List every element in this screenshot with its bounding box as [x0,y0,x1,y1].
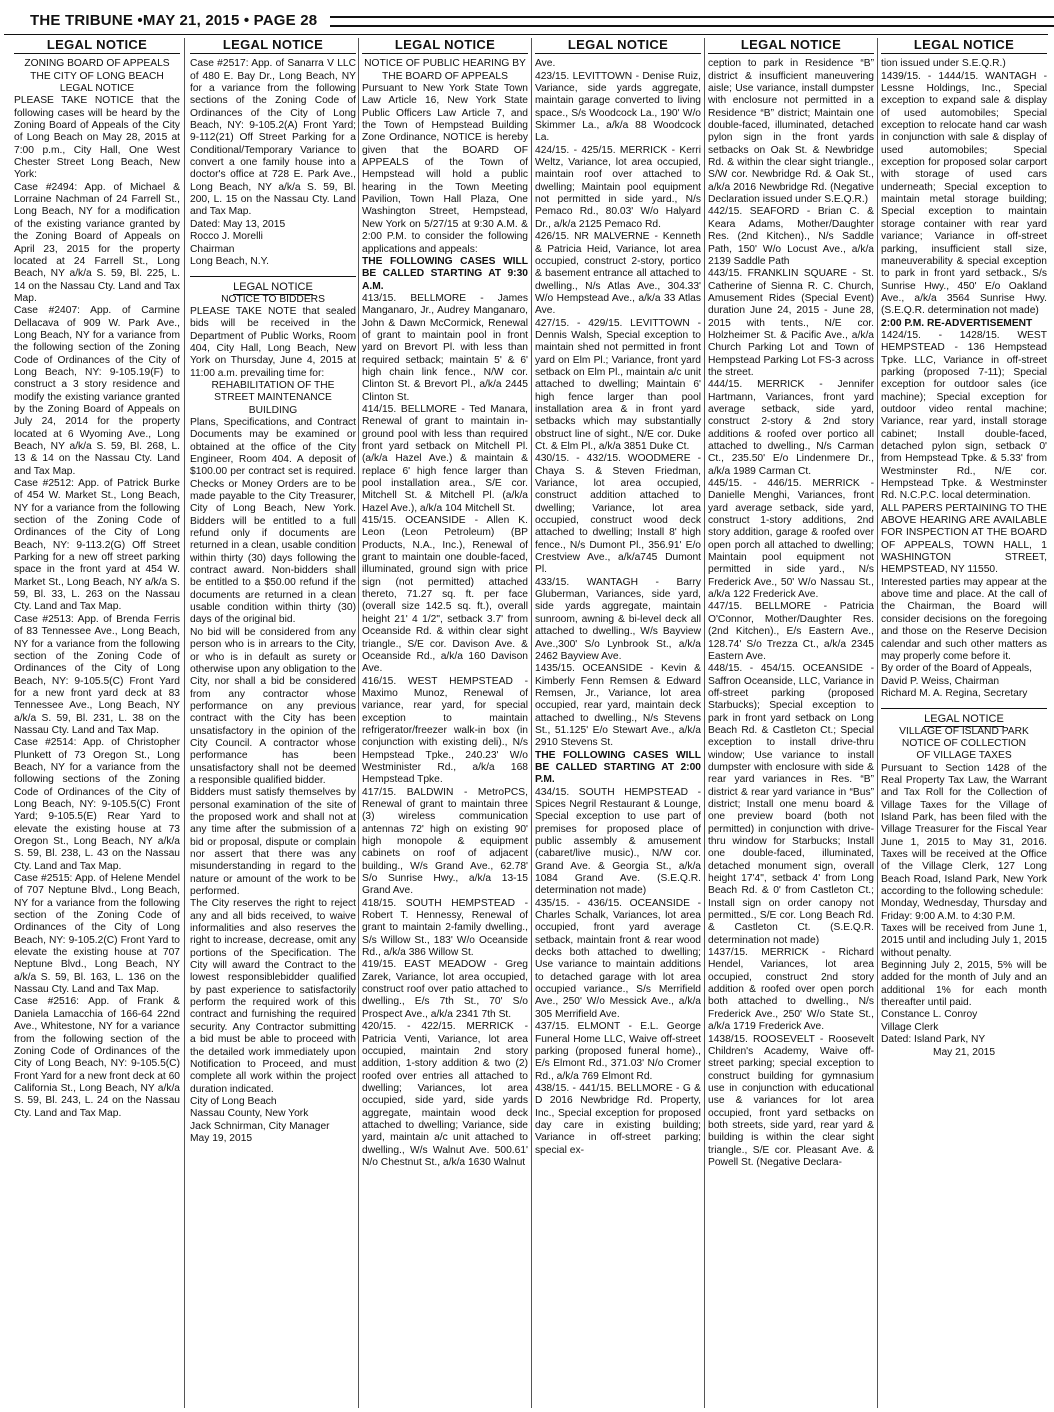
column-divider [704,38,705,1408]
notice-column-2 [190,38,356,1408]
notice-paragraph: 417/15. BALDWIN - MetroPCS, Renewal of grant to maintain three (3) wireless communication antennas 72' high on existing 90' high monopole & equipment cabinets on roof of adjacent building., W/s Grand Ave., 62.78' S/o Sunrise Hwy., a/k/a 13-15 Grand Ave. [362,786,528,897]
notice-paragraph: PLEASE TAKE NOTE that sealed bids will be received in the Department of Public Works, Room 404, City Hall, Long Beach, New York on Thursday, June 4, 2015 at 11:00 a.m. prevailing time for: [190,305,356,379]
notice-paragraph: Jack Schnirman, City Manager [190,1120,330,1132]
notice-heading: THE CITY OF LONG BEACH [30,70,164,82]
notice-paragraph: Case #2494: App. of Michael & Lorraine Nachman of 24 Farrell St., Long Beach, NY for a modification of the existing variance granted by the Zoning Board of Appeals on April 23, 2015 for the property located at 24 Farrell St., Long Beach, NY a/k/a S. 59, Bl. 225, L. 14 on the Nassau Cty. Land and Tax Map. [14,181,180,304]
notice-paragraph: City of Long Beach [190,1095,277,1107]
notice-paragraph: 447/15. BELLMORE - Patricia O'Connor, Mother/Daughter Res. (2nd Kitchen)., E/s Eastern Ave., 128.74' S/o Trezza Ct., a/k/a 2345 Eastern Ave. [708,601,874,662]
top-divider [4,34,1048,35]
legal-notice-header: LEGAL NOTICE [708,38,874,54]
notice-paragraph: Case #2513: App. of Brenda Ferris of 83 Tennessee Ave., Long Beach, NY for a variance from the following section of the Zoning Code of Ordinances of the City of Long Beach, NY: 9-105.5(C) Front Yard for a new front yard deck at 83 Tennessee Ave., Long Beach, NY a/k/a S. 59, Bl. 231, L. 38 on the Nassau Cty. Land and Tax Map. [14,613,180,736]
notice-paragraph: PLEASE TAKE NOTICE that the following cases will be heard by the Zoning Board of Appeals of the City of Long Beach on May 28, 2015 at 7:00 p.m., City Hall, One West Chester Street Long Beach, New York: [14,95,180,181]
schedule-heading: THE FOLLOWING CASES WILL BE CALLED STARTING AT 2:00 P.M. [535,749,701,786]
notice-paragraph: By order of the Board of Appeals, [881,663,1032,675]
notice-column-5 [708,38,874,1408]
notice-paragraph: Plans, Specifications, and Contract Documents may be examined or obtained at the office of the City Engineer, Room 404. A deposit of $100.00 per contract set is required. Checks or Money Orders are to be made payable to the City Treasurer, City of Long Beach, New York. Bidders will be entitled to a full refund only if documents are returned in a clean, usable condition within thirty (30) days following the contract award. Non-bidders shall be entitled to a $50.00 refund if the documents are returned in a clean usable condition within thirty (30) days of the original bid. [190,416,356,626]
column-divider [358,38,359,1408]
notice-heading: LEGAL NOTICE [59,83,135,95]
notice-heading: NOTICE OF COLLECTION [901,737,1027,749]
notice-paragraph: 1439/15. - 1444/15. WANTAGH - Lessne Holdings, Inc., Special exception to expand sale & display of used automobiles; Special exception to relocate hand car wash in conjunction with sale & display of used automobiles; Special exception for proposed solar carport with storage of used cars underneath; Special exception to maintain metal storage building; Special exception to maintain storage container with rear yard variance; Variance in off-street parking, insufficient stall size, maneuverability & special exception to park in front yard setback., S/s Sunrise Hwy., 450' E/o Oakland Ave., a/k/a 3564 Sunrise Hwy. (S.E.Q.R. determination not made) [881,70,1047,317]
notice-paragraph: May 19, 2015 [190,1132,253,1144]
notice-paragraph: 434/15. SOUTH HEMPSTEAD - Spices Negril Restaurant & Lounge, Special exception to use part of premises for proposed place of public assembly & amusement (cabaret/live music)., N/W cor. Grand Ave. & Georgia St., a/k/a 1084 Grand Ave. (S.E.Q.R. determination not made) [535,786,701,897]
notice-paragraph: Bidders must satisfy themselves by personal examination of the site of the proposed work and shall not at any time after the submission of a bid or proposal, dispute or complain nor assert that there was any misunderstanding in regard to the nature or amount of the work to be performed. [190,787,356,898]
notice-paragraph: Case #2517: App. of Sanarra V LLC of 480 E. Bay Dr., Long Beach, NY for a variance from the following sections of the Zoning Code of Ordinances of the City of Long Beach, NY: 9-105.2(A) Front Yard; 9-112(21) Off Street Parking for a Conditional/Temporary Variance to convert a one family house into a doctor's office at 728 E. Park Ave., Long Beach, NY a/k/a S. 59, Bl. 200, L. 15 on the Nassau Cty. Land and Tax Map. [190,58,356,218]
legal-notice-header: LEGAL NOTICE [881,38,1047,54]
notice-paragraph: 1438/15. ROOSEVELT - Roosevelt Children's Academy, Waive off-street parking; special exception to construct building for gymnasium use in conjunction with educational use & variances for lot area occupied, front yard setbacks on both streets, side yard, rear yard & building is within the clear sight triangle., S/E cor. Pleasant Ave. & Powell St. (Negative Declara- [708,1033,874,1168]
notice-paragraph: The City reserves the right to reject any and all bids received, to waive informalities and also reserves the right to increase, decrease, omit any portions of the Specification. The City will award the Contract to the lowest responsiblebidder qualified by past experience to satisfactorily perform the required work of this contract and furnishing the required security. Any Contractor submitting a bid must be able to proceed with the detailed work immediately upon Notification to Proceed, and must complete all work within the project duration indicated. [190,898,356,1095]
notice-heading: OF VILLAGE TAXES [916,750,1012,762]
column-divider [877,38,878,1408]
notice-paragraph: ALL PAPERS PERTAINING TO THE ABOVE HEARING ARE AVAILABLE FOR INSPECTION AT THE BOARD OF APPEALS, TOWN HALL, 1 WASHINGTON STREET, HEMPSTEAD, NY 11550. [881,502,1047,576]
notice-paragraph: 443/15. FRANKLIN SQUARE - St. Catherine of Sienna R. C. Church, Amusement Rides (Special Event) duration June 24, 2015 - June 28, 2015 with tents., N/E cor. Holzheimer St. & Pacific Ave., a/k/a Church Parking Lot and Town of Hempstead Parking Lot FS-3 across the street. [708,268,874,378]
notice-paragraph: 426/15. NR MALVERNE - Kenneth & Patricia Heid, Variance, lot area occupied, construct 2-story, portico & basement entrance all attached to dwelling., N/s Atlas Ave., 304.33' W/o Hempstead Ave., a/k/a 33 Atlas Ave. [535,231,701,317]
notice-paragraph: 420/15. - 422/15. MERRICK - Patricia Venti, Variance, lot area occupied, maintain 2nd story addition, 1-story addition & two (2) roofed over entries all attached to dwelling; Variances, lot area occupied, side yard, side yards aggregate, maintain wood deck attached to dwelling; Variance, side yard, maintain a/c unit attached to dwelling., W/s Walnut Ave. 500.61' N/o Chestnut St., a/k/a 1630 Walnut [362,1021,528,1168]
notice-paragraph: Beginning July 2, 2015, 5% will be added for the month of July and an additional 1% for each month thereafter until paid. [881,960,1047,1009]
notice-paragraph: tion issued under S.E.Q.R.) [881,58,1006,70]
masthead-title: THE TRIBUNE •MAY 21, 2015 • PAGE 28 [30,12,318,29]
legal-notice-header: LEGAL NOTICE [535,38,701,54]
notice-paragraph: Nassau County, New York [190,1108,309,1120]
notice-paragraph: ception to park in Residence “B” district & insufficient maneuvering aisle; Use variance, install dumpster with enclosure not permitted in a Residence “B” district; Maintain one double-faced, illuminated, detached pylon sign in the front yards setbacks on Oak St. & Newbridge Rd. & within the clear sight triangle., S/W cor. Newbridge Rd. & Oak St., a/k/a 2016 Newbridge Rd. (Negative Declaration issued under S.E.Q.R.) [708,58,874,206]
notice-heading: REHABILITATION OF THE STREET MAINTENANCE BUILDING [211,379,335,416]
schedule-heading: 2:00 P.M. RE-ADVERTISEMENT [881,317,1033,329]
notice-column-6 [881,38,1047,1408]
notice-paragraph: Dated: Island Park, NY [881,1034,986,1046]
notice-paragraph: Constance L. Conroy [881,1009,978,1021]
notice-paragraph: Village Clerk [881,1021,939,1033]
notice-heading: NOTICE OF PUBLIC HEARING BY THE BOARD OF APPEALS [364,58,526,82]
notice-paragraph: 433/15. WANTAGH - Barry Gluberman, Variances, side yard, side yards aggregate, maintain sunroom, awning & bi-level deck all attached to dwelling., W/s Bayview Ave.,300' S/o Lynbrook St., a/k/a 2462 Bayview Ave. [535,576,701,662]
notice-paragraph: Richard M. A. Regina, Secretary [881,687,1028,699]
schedule-heading: THE FOLLOWING CASES WILL BE CALLED STARTING AT 9:30 A.M. [362,255,528,292]
notice-paragraph: Rocco J. Morelli [190,231,263,243]
notice-paragraph: Monday, Wednesday, Thursday and Friday: 9:00 A.M. to 4:30 P.M. [881,898,1047,922]
legal-notice-subheader [190,276,356,293]
notice-paragraph: 416/15. WEST HEMPSTEAD - Maximo Munoz, Renewal of variance, rear yard, for special exception to maintain refrigerator/freezer walk-in box (in conjunction with existing deli)., N/s Hempstead Tpke., 240.23' W/o Westminister Rd., a/k/a 168 Hempstead Tpke. [362,675,528,786]
masthead-rule [330,16,1054,27]
notice-paragraph: Chairman [190,243,235,255]
notice-paragraph: Taxes will be received from June 1, 2015 until and including July 1, 2015 without penalty. [881,923,1047,959]
notice-heading: NOTICE TO BIDDERS [221,293,325,305]
notice-paragraph: 419/15. EAST MEADOW - Greg Zarek, Variance, lot area occupied, construct roof over patio attached to dwelling., E/s 7th St., 70' S/o Prospect Ave., a/k/a 2341 7th St. [362,959,528,1020]
notice-paragraph: Pursuant to Section 1428 of the Real Property Tax Law, the Warrant and Tax Roll for the Collection of Village Taxes for the Village of Island Park, has been filed with the Village Treasurer for the Fiscal Year June 1, 2015 to May 31, 2016. Taxes will be received at the Office of the Village Clerk, 127 Long Beach Road, Island Park, New York according to the following schedule: [881,762,1047,898]
legal-notice-columns [6,38,1048,1408]
notice-column-4 [535,38,701,1408]
notice-paragraph: 438/15. - 441/15. BELLMORE - G & D 2016 Newbridge Rd. Property, Inc., Special exception for proposed day care in existing building; Variance in off-street parking; special ex- [535,1082,701,1156]
column-divider [184,38,185,1408]
legal-notice-subheader [881,708,1047,725]
notice-paragraph: 1437/15. MERRICK - Richard Hendel, Variances, lot area occupied, construct 2nd story addition & roofed over open porch both attached to dwelling., N/s Frederick Ave., 250' W/o State St., a/k/a 1719 Frederick Ave. [708,947,874,1033]
notice-heading: ZONING BOARD OF APPEALS [24,58,170,70]
notice-paragraph: Interested parties may appear at the above time and place. At the call of the Chairman, the Board will consider decisions on the foregoing and those on the Reserve Decision calendar and such other matters as may properly come before it. [881,576,1047,662]
notice-paragraph: 423/15. LEVITTOWN - Denise Ruiz, Variance, side yards aggregate, maintain garage converted to living space., S/s Woodcock La., 190' W/o Skimmer La., a/k/a 88 Woodcock La. [535,70,701,144]
notice-paragraph: Long Beach, N.Y. [190,255,270,267]
column-divider [531,38,532,1408]
notice-paragraph: Case #2512: App. of Patrick Burke of 454 W. Market St., Long Beach, NY for a variance from the following section of the Zoning Code of Ordinances of the City of Long Beach, NY: 9-113.2(G) Off Street Parking for a new off street parking space in the front yard at 454 W. Market St., Long Beach, NY a/k/a S. 59, Bl. 33, L. 263 on the Nassau Cty. Land and Tax Map. [14,478,180,613]
legal-notice-header: LEGAL NOTICE [14,38,180,54]
notice-paragraph: 414/15. BELLMORE - Ted Manara, Renewal of grant to maintain in-ground pool with less than required front yard setback on Mitchell Pl. (a/k/a Hazel Ave.) & maintain & replace 6' high fence larger than pool installation area., S/E cor. Mitchell St. & Mitchell Pl. (a/k/a Hazel Ave.), a/k/a 104 Mitchell St. [362,403,528,514]
notice-paragraph: Case #2407: App. of Carmine Dellacava of 909 W. Park Ave., Long Beach, NY for a variance from the following section of the Zoning Code of Ordinances of the City of Long Beach, NY: 9-105.19(F) to construct a 3 story residence and modify the existing variance granted by the Zoning Board of Appeals on July 24, 2014 for the property located at 6 Wyoming Ave., Long Beach, NY a/k/a S. 59, Bl. 268, L. 13 & 14 on the Nassau Cty. Land and Tax Map. [14,305,180,477]
notice-paragraph: 424/15. - 425/15. MERRICK - Kerri Weltz, Variance, lot area occupied, maintain roof over attached to dwelling; Maintain pool equipment not permitted in side yard., N/s Pemaco Rd., 80.03' W/o Halyard Dr., a/k/a 2125 Pemaco Rd. [535,144,701,230]
notice-paragraph: 442/15. SEAFORD - Brian C. & Keara Adams, Mother/Daughter Res. (2nd Kitchen)., N/s Saddle Path, 150' W/o Locust Ave., a/k/a 2139 Saddle Path [708,206,874,267]
notice-paragraph: David P. Weiss, Chairman [881,675,1000,687]
notice-paragraph: 1435/15. OCEANSIDE - Kevin & Kimberly Fenn Remsen & Edward Remsen, Jr., Variance, lot area occupied, rear yard, maintain deck attached to dwelling., N/s Stevens St., 51.125' E/o Stewart Ave., a/k/a 2910 Stevens St. [535,663,701,749]
notice-paragraph: 437/15. ELMONT - E.L. George Funeral Home LLC, Waive off-street parking (proposed funeral home)., E/s Elmont Rd., 371.03' N/o Cromer Rd., a/k/a 769 Elmont Rd. [535,1021,701,1082]
notice-paragraph: 418/15. SOUTH HEMPSTEAD - Robert T. Hennessy, Renewal of grant to maintain 2-family dwelling., S/s Willow St., 183' W/o Oceanside Rd., a/k/a 386 Willow St. [362,897,528,959]
notice-heading: VILLAGE OF ISLAND PARK [899,725,1029,737]
notice-paragraph: 1424/15. - 1428/15. WEST HEMPSTEAD - 136 Hempstead Tpke. LLC, Variance in off-street parking (proposed 7-11); Special exception for outdoor sales (ice machine); Special exception for outdoor video rental machine; Variance, rear yard, install storage cabinet; Install double-faced, detached pylon sign, setback 0' from Hempstead Tpke. & 5.33' from Westminster Rd., N/E cor. Hempstead Tpke. & Westminster Rd. N.C.P.C. local determination. [881,329,1047,502]
notice-paragraph: Pursuant to New York State Town Law Article 16, New York State Public Officers Law Article 7, and the Town of Hempstead Building Zone Ordinance, NOTICE is hereby given that the BOARD OF APPEALS of the Town of Hempstead will hold a public hearing in the Town Meeting Pavilion, Town Hall Plaza, One Washington Street, Hempstead, New York on 5/27/15 at 9:30 A.M. & 2:00 P.M. to consider the following applications and appeals: [362,83,528,255]
legal-notice-header: LEGAL NOTICE [362,38,528,54]
notice-heading: May 21, 2015 [932,1046,996,1058]
notice-paragraph: Ave. [535,58,556,70]
legal-notice-subheader-label: LEGAL NOTICE [233,281,313,294]
notice-paragraph: 415/15. OCEANSIDE - Allen K. Leon (Leon Petroleum) (BP Products, N.A., Inc.), Renewal of grant to maintain one double-faced, illuminated, ground sign with price sign (not permitted) attached thereto, 71.27 sq. ft. per face (overall size 142.5 sq. ft.), overall height 21' 4 1/2", setback 3.7' from Oceanside Rd. & within clear sight triangle., S/E cor. Davison Ave. & Oceanside Rd., a/k/a 160 Davison Ave. [362,515,528,675]
notice-paragraph: 430/15. - 432/15. WOODMERE - Chaya S. & Steven Friedman, Variance, lot area occupied, construct addition attached to dwelling; Variance, lot area occupied, construct wood deck attached to dwelling; Install 8' high fence., N/s Dumont Pl., 356.91' E/o Crestview Ave., a/k/a745 Dumont Pl. [535,453,701,576]
notice-paragraph: 435/15. - 436/15. OCEANSIDE - Charles Schalk, Variances, lot area occupied, front yard average setback, maintain front & rear wood decks both attached to dwelling; Use variance to maintain additions to detached garage with lot area occupied variance., S/s Merrifield Ave., 250' W/o Messick Ave., a/k/a 305 Merrifield Ave. [535,897,701,1020]
notice-column-1 [14,38,180,1408]
notice-paragraph: 444/15. MERRICK - Jennifer Hartmann, Variances, front yard average setback, side yard, construct 2-story & 2nd story additions & roofed over portico all attached to dwelling., N/s Carman Ct., 235.50' E/o Lindenmere Dr., a/k/a 1989 Carman Ct. [708,379,874,477]
masthead [18,10,1048,32]
notice-paragraph: 427/15. - 429/15. LEVITTOWN - Dennis Walsh, Special exception to maintain shed not permitted in front yard on Elm Pl.; Variance, front yard setback on Elm Pl., maintain a/c unit attached to dwelling; Maintain 6' high fence larger than pool installation area & in front yard setbacks which may substantially obstruct line of sight., N/E cor. Duke Ct. & Elm Pl., a/k/a 3851 Duke Ct. [535,317,701,452]
notice-paragraph: No bid will be considered from any person who is in arrears to the City, or who is in default as surety or otherwise upon any obligation to the City, nor shall a bid be considered from any contractor whose performance on any previous contract with the City has been unsatisfactory in the opinion of the City Council. A contractor whose performance has been unsatisfactory shall not be deemed a responsible qualified bidder. [190,626,356,786]
notice-paragraph: 448/15. - 454/15. OCEANSIDE - Saffron Oceanside, LLC, Variance in off-street parking (proposed Starbucks); Special exception to park in front yard setback on Long Beach Rd. & Castleton Ct.; Special exception to install drive-thru window; Use variance to install dumpster with enclosure with side & rear yard variances in Res. “B” district & rear yard variance in “Bus” district; Install one menu board & one preview board (both not permitted) in conjunction with drive-thru window for Starbucks; Install one double-faced, illuminated, detached monument sign, overall height 17'4", setback 4' from Long Beach Rd. & 0' from Castleton Ct.; Install sign on order canopy not permitted., S/E cor. Long Beach Rd. & Castleton Ct. (S.E.Q.R. determination not made) [708,663,874,946]
notice-paragraph: 445/15. - 446/15. MERRICK - Danielle Menghi, Variances, front yard average setback, side yard, construct 1-story additions, 2nd story addition, garage & roofed over open porch all attached to dwelling; Maintain pool equipment not permitted in side yard., N/s Frederick Ave., 50' W/o Nassau St., a/k/a 122 Frederick Ave. [708,478,874,601]
legal-notice-subheader-label: LEGAL NOTICE [924,713,1004,726]
notice-paragraph: Case #2515: App. of Helene Mendel of 707 Neptune Blvd., Long Beach, NY for a variance from the following section of the Zoning Code of Ordinances of the City of Long Beach, NY: 9-105.2(C) Front Yard to elevate the existing house at 707 Neptune Blvd., Long Beach, NY a/k/a S. 59, Bl. 163, L. 136 on the Nassau Cty. Land and Tax Map. [14,873,180,996]
notice-paragraph: Case #2516: App. of Frank & Daniela Lamacchia of 166-64 22nd Ave., Whitestone, NY for a variance from the following section of the Zoning Code of Ordinances of the City of Long Beach, NY: 9-105.5(C) Front Yard for a new front deck at 60 California St., Long Beach, NY a/k/a S. 59, Bl. 243, L. 24 on the Nassau Cty. Land and Tax Map. [14,996,180,1119]
legal-notice-header: LEGAL NOTICE [190,38,356,54]
notice-column-3 [362,38,528,1408]
notice-paragraph: Case #2514: App. of Christopher Plunkett of 73 Oregon St., Long Beach, NY for a variance from the following sections of the Zoning Code of Ordinances of the City of Long Beach, NY: 9-105.5(C) Front Yard; 9-105.5(E) Rear Yard to elevate the existing house at 73 Oregon St., Long Beach, NY a/k/a S. 59, Bl. 238, L. 43 on the Nassau Cty. Land and Tax Map. [14,737,180,872]
notice-paragraph: 413/15. BELLMORE - James Manganaro, Jr., Audrey Manganaro, John & Dawn McCormick, Renewal of grant to maintain pool in front yard on Brevort Pl. with less than required setback; maintain 5' & 6' high chain link fence., N/W cor. Clinton St. & Brevort Pl., a/k/a 2445 Clinton St. [362,292,528,403]
notice-paragraph: Dated: May 13, 2015 [190,218,286,230]
